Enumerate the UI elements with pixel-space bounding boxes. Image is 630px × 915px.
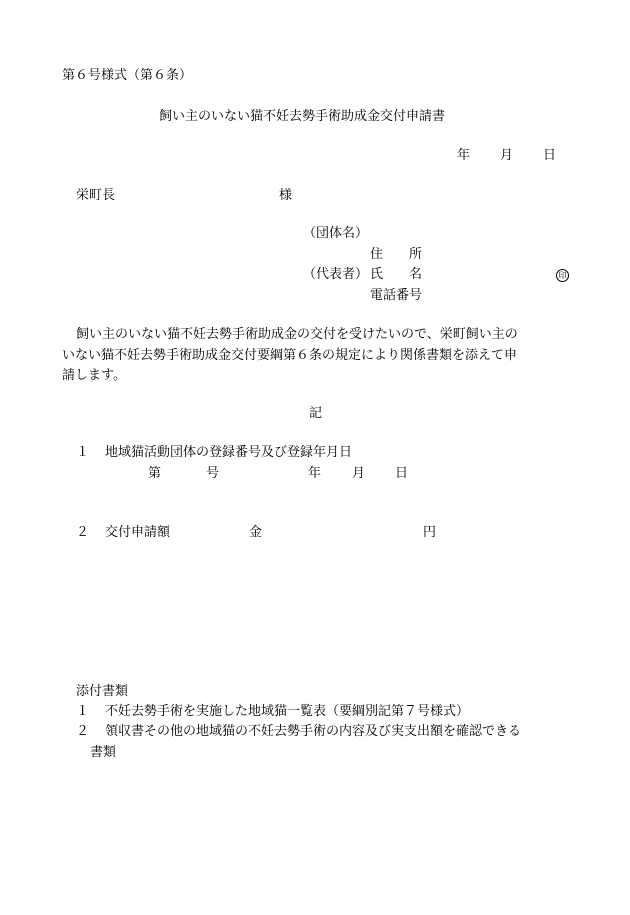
org-name-label: （団体名） <box>303 226 369 241</box>
body-line-1: 飼い主のいない猫不妊去勢手術助成金の交付を受けたいので、栄町飼い主の <box>76 327 518 342</box>
seal-mark: 印 <box>556 269 569 282</box>
attachments-heading: 添付書類 <box>76 684 129 699</box>
item1-label: 地域猫活動団体の登録番号及び登録年月日 <box>105 445 353 460</box>
attachment-1-number: １ <box>76 704 90 719</box>
item2-label: 交付申請額 <box>105 525 171 540</box>
attachment-1-text: 不妊去勢手術を実施した地域猫一覧表（要綱別記第７号様式） <box>105 704 470 719</box>
document-title: 飼い主のいない猫不妊去勢手術助成金交付申請書 <box>159 109 446 124</box>
item1-month: 月 <box>352 466 366 481</box>
body-line-3: 請します。 <box>62 368 126 383</box>
attachment-2-text: 領収書その他の地域猫の不妊去勢手術の内容及び実支出額を確認できる <box>105 724 522 739</box>
date-month: 月 <box>500 148 514 163</box>
item1-day: 日 <box>395 466 409 481</box>
addressee-honorific: 様 <box>279 188 293 203</box>
item2-number: ２ <box>76 525 90 540</box>
date-day: 日 <box>543 148 557 163</box>
address-label: 住 所 <box>370 247 423 262</box>
item1-dai: 第 <box>148 466 162 481</box>
item2-kin: 金 <box>249 525 263 540</box>
item1-year: 年 <box>308 466 322 481</box>
item1-number: １ <box>76 445 90 460</box>
date-year: 年 <box>457 148 471 163</box>
representative-label: （代表者） <box>303 267 369 282</box>
ki-heading: 記 <box>309 406 323 421</box>
form-number: 第６号様式（第６条） <box>62 68 193 83</box>
attachment-2-continuation: 書類 <box>90 745 117 760</box>
addressee-name: 栄町長 <box>76 188 116 203</box>
name-label: 氏 名 <box>370 267 423 282</box>
attachment-2-number: ２ <box>76 724 90 739</box>
body-line-2: いない猫不妊去勢手術助成金交付要綱第６条の規定により関係書類を添えて申 <box>62 348 518 363</box>
phone-label: 電話番号 <box>370 288 423 303</box>
item2-yen: 円 <box>423 525 437 540</box>
item1-go: 号 <box>206 466 220 481</box>
